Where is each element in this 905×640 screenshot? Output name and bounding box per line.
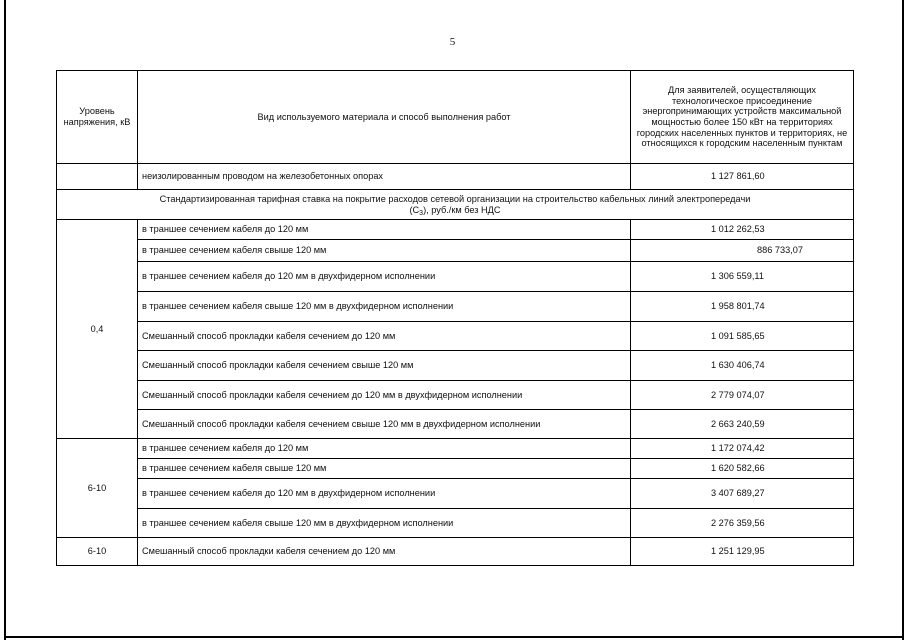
header-level: Уровень напряжения, кВ bbox=[57, 71, 138, 164]
value-cell: 2 276 359,56 bbox=[631, 509, 854, 538]
table-row bbox=[57, 292, 854, 322]
material-cell: в траншее сечением кабеля до 120 мм bbox=[138, 220, 631, 240]
page-border-bottom bbox=[4, 636, 904, 638]
level-cell: 6-10 bbox=[57, 538, 138, 566]
material-cell: в траншее сечением кабеля свыше 120 мм bbox=[138, 459, 631, 479]
table-row bbox=[57, 509, 854, 538]
section-heading-suffix: ), руб./км без НДС bbox=[423, 204, 501, 215]
table-row bbox=[57, 240, 854, 262]
value-cell: 886 733,07 bbox=[631, 240, 854, 262]
value-cell: 1 958 801,74 bbox=[631, 292, 854, 322]
value-cell: 1 620 582,66 bbox=[631, 459, 854, 479]
section-heading-row bbox=[57, 190, 854, 220]
page-border-left bbox=[4, 0, 6, 640]
material-cell: в траншее сечением кабеля до 120 мм в двухфидерном исполнении bbox=[138, 479, 631, 509]
section-heading-subscript: 3 bbox=[419, 209, 424, 217]
table-row bbox=[57, 479, 854, 509]
value-cell: 1 172 074,42 bbox=[631, 439, 854, 459]
section-heading bbox=[57, 190, 854, 220]
value-cell: 1 012 262,53 bbox=[631, 220, 854, 240]
level-cell-610: 6-10 bbox=[57, 439, 138, 538]
value-cell: 1 630 406,74 bbox=[631, 351, 854, 381]
section-heading-line1: Стандартизированная тарифная ставка на покрытие расходов сетевой организации на строительство кабельных линий электропередачи bbox=[159, 193, 751, 204]
material-cell: неизолированным проводом на железобетонных опорах bbox=[138, 164, 631, 190]
material-cell: Смешанный способ прокладки кабеля сечением свыше 120 мм bbox=[138, 351, 631, 381]
value-cell: 2 663 240,59 bbox=[631, 410, 854, 439]
table-row bbox=[57, 220, 854, 240]
value-cell: 1 091 585,65 bbox=[631, 322, 854, 351]
section-heading-prefix: (С bbox=[409, 204, 420, 215]
value-cell: 1 127 861,60 bbox=[631, 164, 854, 190]
value-cell: 1 251 129,95 bbox=[631, 538, 854, 566]
table-row bbox=[57, 459, 854, 479]
header-value: Для заявителей, осуществляющих технологическое присоединение энергопринимающих устройств максимальной мощностью более 150 кВт на территориях городских населенных пунктов и территориях, не относящихся к городским населенным пунктам bbox=[631, 71, 854, 164]
table-row bbox=[57, 164, 854, 190]
value-cell: 1 306 559,11 bbox=[631, 262, 854, 292]
material-cell: в траншее сечением кабеля до 120 мм в двухфидерном исполнении bbox=[138, 262, 631, 292]
material-cell: в траншее сечением кабеля свыше 120 мм в двухфидерном исполнении bbox=[138, 292, 631, 322]
page-number: 5 bbox=[449, 36, 456, 48]
material-cell: Смешанный способ прокладки кабеля сечением до 120 мм в двухфидерном исполнении bbox=[138, 381, 631, 410]
header-row bbox=[57, 71, 854, 164]
material-cell: в траншее сечением кабеля свыше 120 мм bbox=[138, 240, 631, 262]
table-row bbox=[57, 351, 854, 381]
table-row bbox=[57, 538, 854, 566]
value-cell: 3 407 689,27 bbox=[631, 479, 854, 509]
material-cell: Смешанный способ прокладки кабеля сечением свыше 120 мм в двухфидерном исполнении bbox=[138, 410, 631, 439]
table-row bbox=[57, 262, 854, 292]
table-row bbox=[57, 322, 854, 351]
value-cell: 2 779 074,07 bbox=[631, 381, 854, 410]
table-row bbox=[57, 410, 854, 439]
table-row bbox=[57, 381, 854, 410]
material-cell: в траншее сечением кабеля до 120 мм bbox=[138, 439, 631, 459]
material-cell: Смешанный способ прокладки кабеля сечением до 120 мм bbox=[138, 538, 631, 566]
level-cell-04: 0,4 bbox=[57, 220, 138, 439]
table-row bbox=[57, 439, 854, 459]
material-cell: Смешанный способ прокладки кабеля сечением до 120 мм bbox=[138, 322, 631, 351]
header-material: Вид используемого материала и способ выполнения работ bbox=[138, 71, 631, 164]
level-cell bbox=[57, 164, 138, 190]
material-cell: в траншее сечением кабеля свыше 120 мм в двухфидерном исполнении bbox=[138, 509, 631, 538]
tariff-table bbox=[56, 70, 854, 566]
page-border-right bbox=[902, 0, 904, 640]
